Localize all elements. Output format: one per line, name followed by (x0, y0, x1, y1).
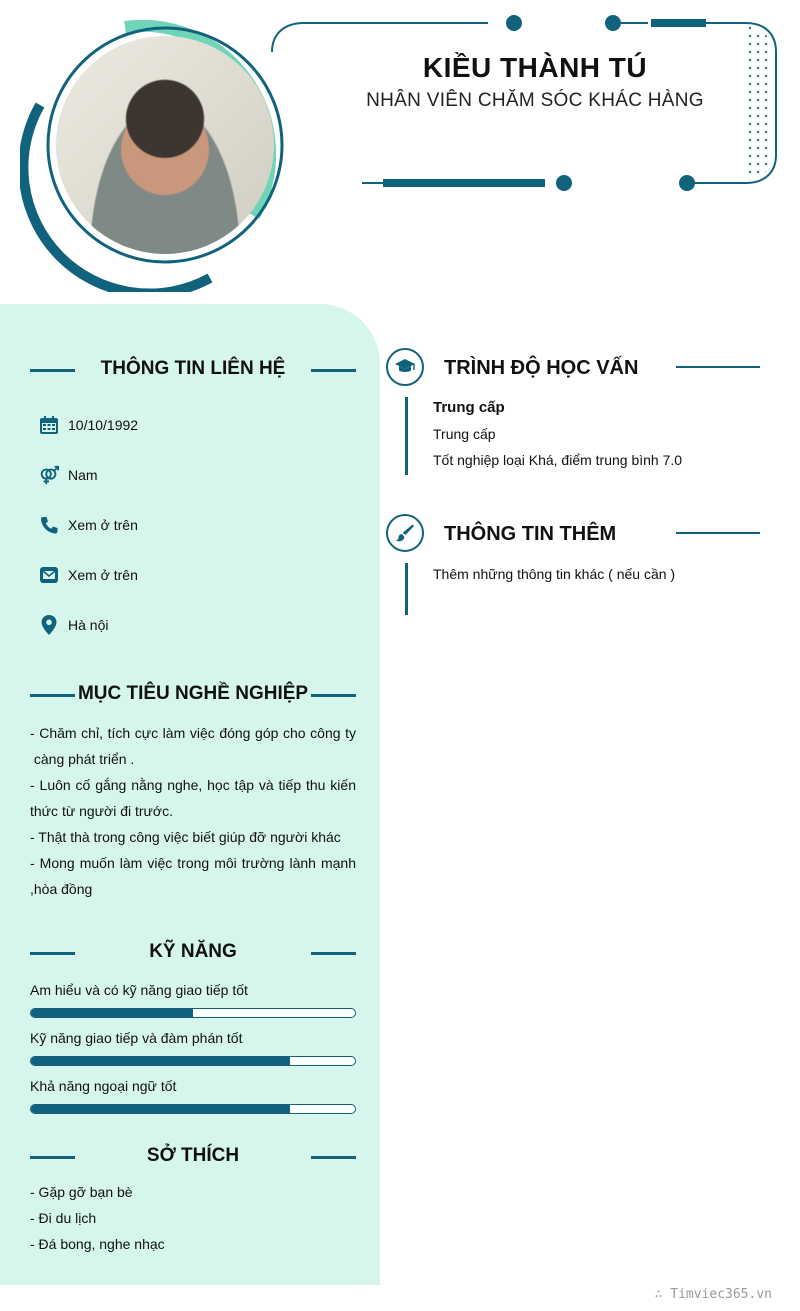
objective-line: - Thật thà trong công việc biết giúp đỡ người khác (30, 829, 341, 845)
heading-line (311, 1156, 356, 1159)
job-title: NHÂN VIÊN CHĂM SÓC KHÁC HÀNG (366, 90, 704, 111)
hobbies-heading (30, 1142, 356, 1172)
skill-label: Khả năng ngoại ngữ tốt (30, 1078, 177, 1094)
skill-item (30, 982, 356, 1018)
additional-text: Thêm những thông tin khác ( nếu cần ) (433, 566, 676, 582)
objective-line: - Mong muốn làm việc trong môi trường lành mạnh (30, 855, 356, 871)
skill-bar (30, 1104, 356, 1114)
additional-heading (386, 514, 760, 554)
hobby-item: - Đi du lịch (30, 1210, 97, 1226)
hobbies-list (30, 1179, 165, 1257)
watermark: ∴ Timviec365.vn (654, 1287, 772, 1302)
contact-heading-title: THÔNG TIN LIÊN HỆ (100, 358, 286, 379)
gender-text: Nam (68, 467, 98, 483)
objective-line: ,hòa đồng (30, 881, 93, 897)
address-text: Hà nội (68, 617, 109, 633)
hobbies-heading-title: SỞ THÍCH (146, 1145, 240, 1166)
hobby-item: - Gặp gỡ bạn bè (30, 1184, 133, 1200)
heading-line (311, 952, 356, 955)
skill-bar-fill (31, 1057, 290, 1065)
brush-icon (386, 514, 424, 552)
objective-line: thức từ người đi trước. (30, 803, 173, 819)
objective-heading (30, 680, 356, 710)
graduation-cap-icon (386, 348, 424, 386)
objective-text (30, 720, 356, 902)
skill-bar (30, 1056, 356, 1066)
avatar (56, 36, 274, 254)
contact-email (38, 563, 138, 587)
education-school: Trung cấp (433, 399, 505, 416)
additional-body (405, 563, 675, 615)
skills-heading (30, 938, 356, 968)
heading-line (676, 532, 760, 534)
skill-bar-fill (31, 1009, 193, 1017)
objective-line: - Luôn cố gắng nằng nghe, học tập và tiếp thu kiến (30, 777, 356, 793)
header-block (330, 52, 740, 112)
skill-bar-fill (31, 1105, 290, 1113)
avatar-frame (20, 20, 292, 292)
education-detail: Tốt nghiệp loại Khá, điểm trung bình 7.0 (433, 452, 683, 468)
objective-heading-title: MỤC TIÊU NGHỀ NGHIỆP (77, 683, 309, 704)
location-icon (38, 614, 60, 636)
contact-birthday (38, 413, 138, 437)
skill-label: Am hiểu và có kỹ năng giao tiếp tốt (30, 982, 248, 998)
objective-line: càng phát triển . (30, 751, 135, 767)
skills-heading-title: KỸ NĂNG (149, 941, 237, 962)
additional-heading-title: THÔNG TIN THÊM (444, 523, 617, 545)
skill-bar (30, 1008, 356, 1018)
contact-address (38, 613, 108, 637)
email-icon (38, 564, 60, 586)
candidate-name: KIỀU THÀNH TÚ (422, 52, 648, 83)
birthday-text: 10/10/1992 (68, 417, 139, 433)
phone-icon (38, 514, 60, 536)
contact-phone (38, 513, 138, 537)
gender-icon (38, 464, 60, 486)
education-body (405, 397, 682, 475)
hobby-item: - Đá bong, nghe nhạc (30, 1236, 165, 1252)
education-heading (386, 348, 760, 388)
heading-line (311, 694, 356, 697)
contact-heading (30, 355, 356, 385)
heading-line (676, 366, 760, 368)
education-major: Trung cấp (433, 426, 496, 442)
calendar-icon (38, 414, 60, 436)
phone-text: Xem ở trên (68, 517, 138, 533)
education-heading-title: TRÌNH ĐỘ HỌC VẤN (444, 357, 639, 379)
contact-gender (38, 463, 98, 487)
heading-line (311, 369, 356, 372)
skill-item (30, 1030, 356, 1066)
email-text: Xem ở trên (68, 567, 138, 583)
objective-line: - Chăm chỉ, tích cực làm việc đóng góp cho công ty (30, 725, 356, 741)
skill-item (30, 1078, 356, 1114)
skill-label: Kỹ năng giao tiếp và đàm phán tốt (30, 1030, 243, 1046)
